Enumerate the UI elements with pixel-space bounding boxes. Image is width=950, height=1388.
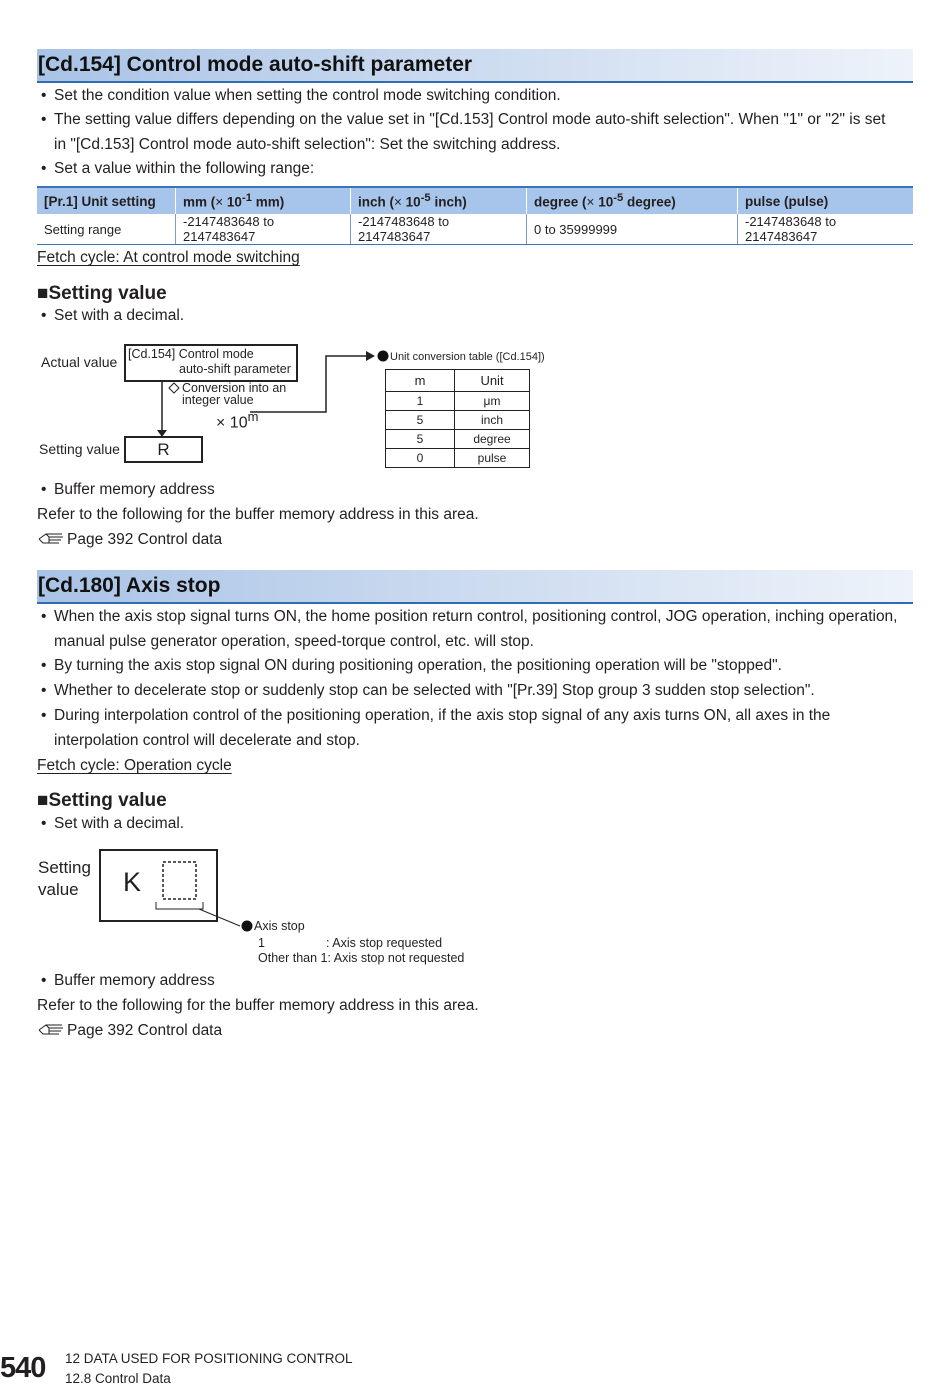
table-header: degree (× $10^{-5}$ degree) xyxy=(527,187,738,214)
table-cell: 5 xyxy=(386,411,455,430)
table-cell: degree xyxy=(455,430,530,449)
refer-text: Refer to the following for the buffer memory address in this area. xyxy=(37,506,479,523)
pointing-hand-icon xyxy=(37,1021,67,1035)
table-cell: -2147483648 to 2147483647 xyxy=(351,214,527,245)
table-cell: Setting range xyxy=(37,214,176,245)
conversion-note-line1: Conversion into an xyxy=(182,381,287,395)
parameter-name-line1: [Cd.154] Control mode xyxy=(128,347,254,361)
axis-stop-label: Axis stop xyxy=(254,919,305,933)
table-header: pulse (pulse) xyxy=(738,187,914,214)
option-1-value: 1 xyxy=(258,936,265,950)
bullet-item: • When the axis stop signal turns ON, the home position return control, positioning control, JOG operation, inching operation, xyxy=(41,608,898,625)
table-cell: 0 to 35999999 xyxy=(527,214,738,245)
bullet-item: • During interpolation control of the positioning operation, if the axis stop signal of any axis turns ON, all axes in the xyxy=(41,707,831,724)
actual-value-label: Actual value xyxy=(41,354,118,370)
table-cell: μm xyxy=(455,392,530,411)
table-header: m xyxy=(386,370,455,392)
footer-chapter: 12 DATA USED FOR POSITIONING CONTROL xyxy=(65,1351,353,1366)
option-2-description: Other than 1: Axis stop not requested xyxy=(258,951,465,965)
section-title: [Cd.180] Axis stop xyxy=(38,574,221,597)
table-header: mm (× $10^{-1}$ mm) xyxy=(176,187,351,214)
bullet-item: • Set a value within the following range: xyxy=(41,160,315,177)
bullet-continuation: in "[Cd.153] Control mode auto-shift selection": Set the switching address. xyxy=(54,136,561,153)
conversion-note-line2: integer value xyxy=(182,393,254,407)
table-header: Unit xyxy=(455,370,530,392)
footer-section: 12.8 Control Data xyxy=(65,1371,171,1386)
bullet-item: • Whether to decelerate stop or suddenly stop can be selected with "[Pr.39] Stop group 3 sudden stop selection". xyxy=(41,682,815,699)
bullet-continuation: manual pulse generator operation, speed-torque control, etc. will stop. xyxy=(54,633,534,650)
table-cell: -2147483648 to 2147483647 xyxy=(738,214,914,245)
bullet-item: • Set the condition value when setting the control mode switching condition. xyxy=(41,87,561,104)
refer-text: Refer to the following for the buffer memory address in this area. xyxy=(37,997,479,1014)
table-cell: -2147483648 to 2147483647 xyxy=(176,214,351,245)
fetch-cycle: Fetch cycle: Operation cycle xyxy=(37,757,232,774)
parameter-name-line2: auto-shift parameter xyxy=(179,362,291,376)
table-cell: 0 xyxy=(386,449,455,468)
table-header: [Pr.1] Unit setting xyxy=(37,187,176,214)
bullet-item: • Set with a decimal. xyxy=(41,307,185,324)
table-header: inch (× $10^{-5}$ inch) xyxy=(351,187,527,214)
table-cell: 5 xyxy=(386,430,455,449)
setting-value-label: Setting value xyxy=(39,441,120,457)
section-title: [Cd.154] Control mode auto-shift parameter xyxy=(38,53,473,76)
page-number: 540 xyxy=(0,1352,46,1384)
table-cell: pulse xyxy=(455,449,530,468)
table-cell: 1 xyxy=(386,392,455,411)
page-reference-link[interactable]: Page 392 Control data xyxy=(37,530,222,549)
bullet-item: • By turning the axis stop signal ON during positioning operation, the positioning operation will be "stopped". xyxy=(41,657,782,674)
bullet-item: • The setting value differs depending on the value set in "[Cd.153] Control mode auto-shift selection". When "1" or "2" is set xyxy=(41,111,886,128)
setting-value-label: Setting value xyxy=(38,858,91,899)
subheading-setting-value: ■Setting value xyxy=(37,790,167,811)
bullet-item: • Buffer memory address xyxy=(41,972,215,989)
multiplier: × $10^m$ xyxy=(216,409,259,432)
page-reference-link[interactable]: Page 392 Control data xyxy=(37,1021,222,1040)
bullet-item: • Buffer memory address xyxy=(41,481,215,498)
fetch-cycle: Fetch cycle: At control mode switching xyxy=(37,249,300,266)
bullet-continuation: interpolation control will decelerate and stop. xyxy=(54,732,360,749)
k-label: K xyxy=(123,867,142,897)
option-1-description: : Axis stop requested xyxy=(326,936,443,950)
bullet-item: • Set with a decimal. xyxy=(41,815,185,832)
unit-conversion-table-label: Unit conversion table ([Cd.154]) xyxy=(390,351,545,363)
table-cell: inch xyxy=(455,411,530,430)
r-box: R xyxy=(124,436,203,463)
subheading-setting-value: ■Setting value xyxy=(37,283,167,304)
